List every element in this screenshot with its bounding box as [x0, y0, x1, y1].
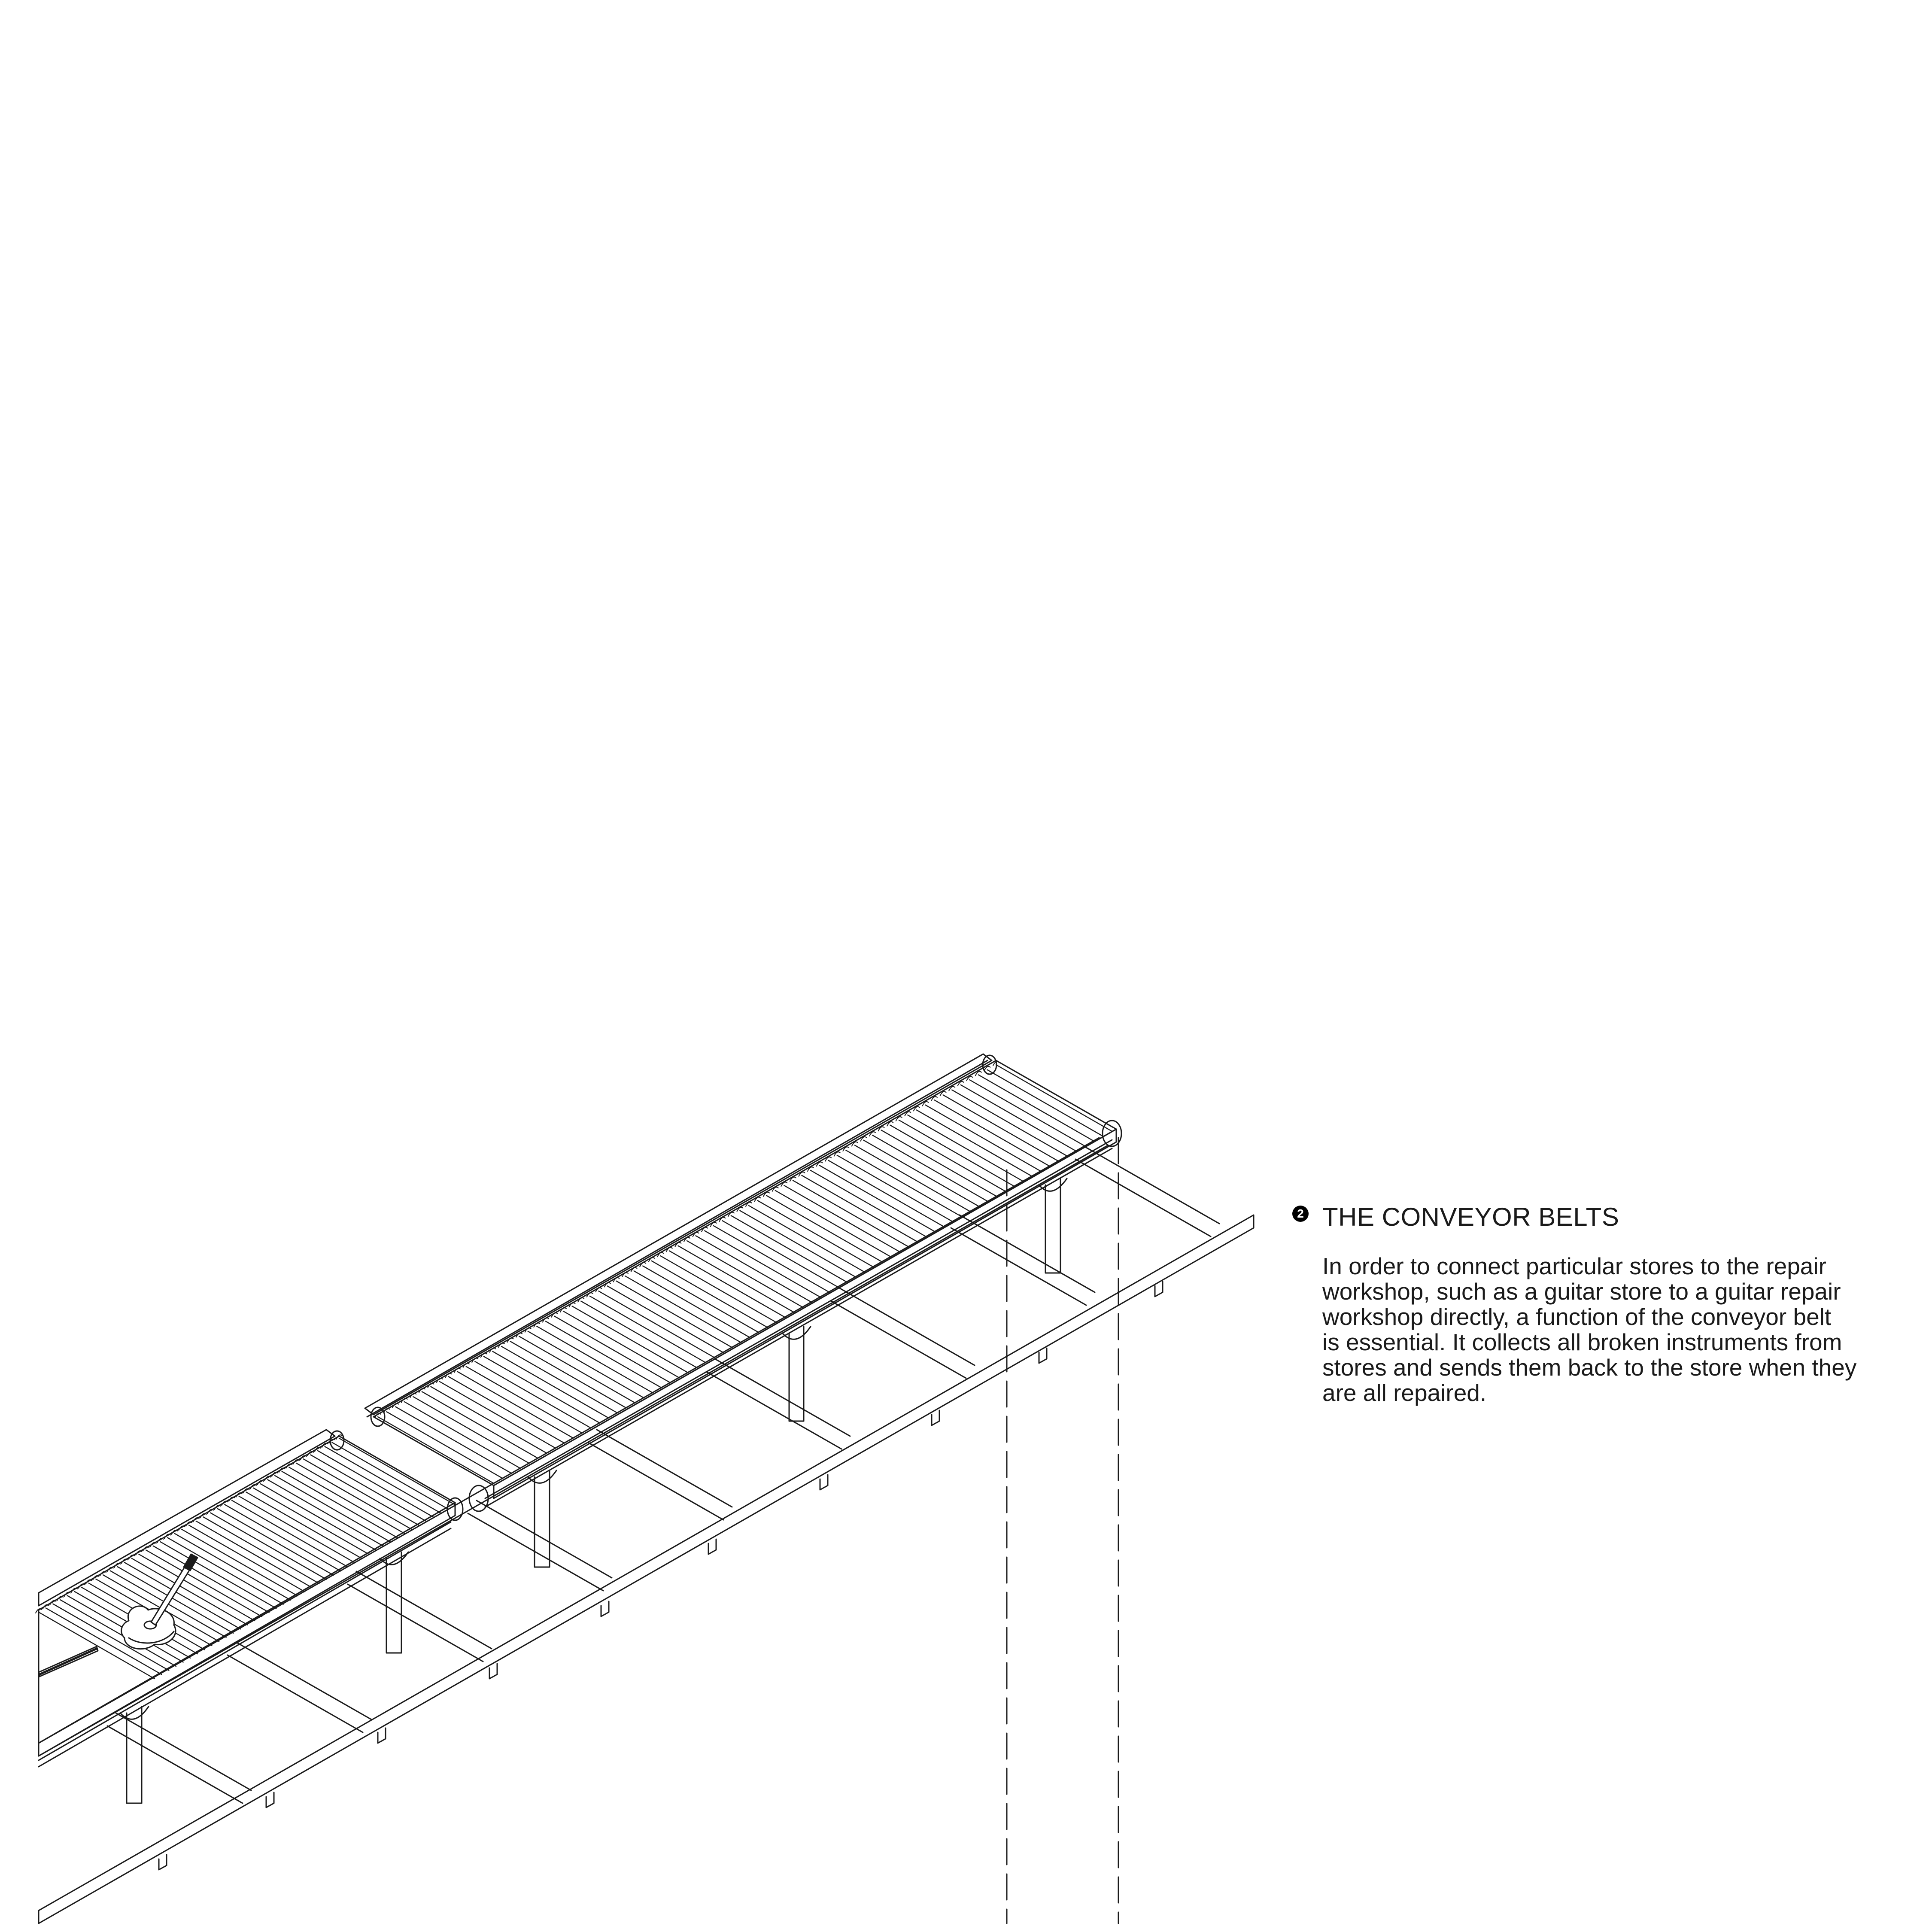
roller-slat	[758, 1200, 874, 1267]
roller-slat	[996, 1065, 1112, 1131]
roller-slat	[978, 1075, 1094, 1141]
roller-slat	[855, 1145, 971, 1212]
roller-slat	[246, 1492, 362, 1558]
roller-slat	[784, 1185, 900, 1252]
roller-slat	[598, 1291, 714, 1358]
roller-slat	[616, 1281, 732, 1348]
roller-slat	[899, 1120, 1015, 1187]
roller-slat	[714, 1226, 829, 1292]
roller-slat	[881, 1130, 997, 1197]
roller-slat	[484, 1356, 600, 1423]
leg	[528, 1470, 556, 1567]
roller-slat	[890, 1125, 1006, 1192]
upper-scallops	[375, 1061, 999, 1418]
caption-line: is essential. It collects all broken instruments from	[1322, 1329, 1842, 1355]
roller-slat	[325, 1446, 441, 1513]
roller-slat	[969, 1080, 1085, 1146]
roller-slat	[210, 1513, 326, 1580]
upper-conveyor	[365, 1054, 1121, 1511]
upper-deck	[374, 1060, 1116, 1485]
roller-slat	[339, 1438, 455, 1505]
roller-slat	[731, 1215, 847, 1282]
roller-slat	[793, 1180, 909, 1247]
roller-slat	[404, 1402, 520, 1468]
caption-line: In order to connect particular stores to the repair	[1322, 1253, 1826, 1279]
roller-slat	[660, 1256, 776, 1322]
caption-title: THE CONVEYOR BELTS	[1322, 1203, 1619, 1231]
leg	[1039, 1179, 1067, 1273]
upper-guard	[365, 1054, 992, 1415]
violin-icon	[39, 1646, 98, 1677]
roller-slat	[811, 1170, 927, 1237]
caption-line: workshop, such as a guitar store to a guitar repair	[1322, 1278, 1841, 1305]
roller-slat	[705, 1231, 820, 1297]
roller-slat	[261, 1484, 377, 1550]
roller-slat	[431, 1387, 547, 1453]
roller-slat	[378, 1417, 494, 1483]
roller-slat	[554, 1316, 670, 1383]
caption-body	[1322, 1254, 1919, 1406]
leg	[120, 1707, 149, 1803]
roller-slat	[775, 1191, 891, 1257]
roller-slat	[546, 1321, 662, 1388]
roller-slat	[253, 1488, 369, 1555]
roller-slat	[696, 1236, 812, 1302]
roller-slat	[608, 1286, 723, 1352]
roller-slat	[304, 1459, 419, 1525]
roller-slat	[239, 1496, 355, 1563]
roller-slat	[934, 1100, 1050, 1166]
roller-slat	[510, 1341, 626, 1408]
roller-slat	[634, 1271, 750, 1337]
roller-slat	[925, 1105, 1041, 1172]
roller-slat	[225, 1504, 340, 1571]
roller-slat	[160, 1542, 276, 1608]
roller-slat	[203, 1517, 319, 1583]
roller-slat	[466, 1367, 582, 1433]
roller-slat	[952, 1090, 1068, 1157]
roller-slat	[153, 1546, 269, 1613]
front-rail	[39, 1215, 1254, 1923]
roller-slat	[189, 1525, 305, 1592]
roller-slat	[492, 1352, 608, 1418]
roller-slat	[440, 1382, 556, 1448]
roller-slat	[678, 1246, 794, 1312]
roller-slat	[987, 1070, 1103, 1136]
roller-slat	[501, 1346, 617, 1413]
roller-slat	[275, 1476, 391, 1542]
roller-slat	[846, 1150, 962, 1217]
roller-slat	[296, 1463, 412, 1530]
roller-slat	[232, 1501, 348, 1567]
roller-slat	[413, 1397, 529, 1463]
roller-slat	[581, 1301, 697, 1368]
roller-slat	[863, 1140, 979, 1207]
roller-slat	[475, 1361, 591, 1428]
roller-slat	[652, 1261, 768, 1327]
roller-slat	[528, 1331, 644, 1398]
roller-slat	[590, 1296, 706, 1363]
roller-slat	[740, 1211, 856, 1277]
roller-slat	[917, 1110, 1033, 1176]
roller-slat	[837, 1155, 953, 1222]
roller-slat	[422, 1391, 538, 1458]
support-legs	[120, 1179, 1067, 1803]
roller-slat	[669, 1251, 785, 1317]
caption-line: are all repaired.	[1322, 1379, 1487, 1406]
roller-slat	[310, 1455, 426, 1522]
lower-deck	[39, 1436, 455, 1743]
roller-slat	[537, 1326, 653, 1393]
roller-slat	[282, 1471, 398, 1538]
roller-slat	[820, 1165, 936, 1232]
roller-slat	[872, 1135, 988, 1202]
roller-slat	[625, 1276, 741, 1343]
guitar-icon	[122, 1554, 197, 1649]
roller-slat	[289, 1467, 405, 1534]
cross-members	[107, 1146, 1219, 1803]
roller-slat	[267, 1479, 383, 1546]
lower-conveyor	[36, 1430, 463, 1767]
numbered-circle-icon: 2	[1292, 1206, 1309, 1222]
roller-slat	[802, 1176, 917, 1242]
roller-slat	[519, 1337, 635, 1403]
roller-slat	[643, 1266, 759, 1333]
roller-slat	[449, 1376, 565, 1443]
roller-slat	[457, 1372, 573, 1438]
projection-lines	[1007, 1138, 1118, 1923]
roller-slat	[196, 1521, 312, 1588]
roller-slat	[943, 1095, 1059, 1161]
leg	[782, 1327, 811, 1421]
roller-slat	[828, 1160, 944, 1227]
roller-slat	[332, 1443, 448, 1509]
caption-line: stores and sends them back to the store when they	[1322, 1354, 1857, 1381]
roller-slat	[766, 1196, 882, 1262]
upper-roller-slats	[378, 1065, 1112, 1483]
roller-slat	[182, 1529, 298, 1596]
roller-slat	[722, 1221, 838, 1287]
roller-slat	[572, 1306, 688, 1373]
roller-slat	[749, 1206, 865, 1272]
roller-slat	[687, 1241, 803, 1307]
roller-slat	[387, 1412, 503, 1478]
roller-slat	[318, 1451, 434, 1517]
roller-slat	[563, 1311, 679, 1378]
roller-slat	[961, 1085, 1077, 1151]
roller-slat	[218, 1509, 334, 1575]
rail-feet	[159, 1282, 1163, 1870]
ladder-frame	[39, 1138, 1254, 1923]
caption-line: workshop directly, a function of the conveyor belt	[1322, 1303, 1832, 1330]
